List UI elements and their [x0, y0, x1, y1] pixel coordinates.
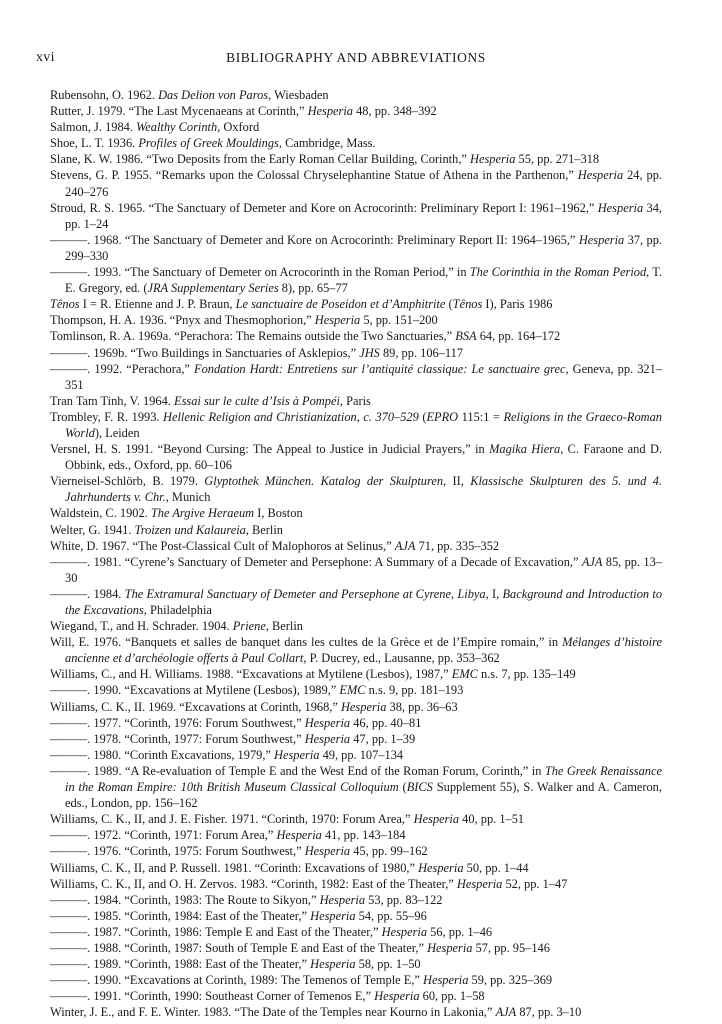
italic-title-text: Hesperia [381, 924, 428, 939]
italic-title-text: The Extramural Sanctuary of Demeter and Persephone at Cyrene, Libya [124, 586, 486, 601]
bibliography-entry [50, 200, 662, 232]
italic-title-text: Hesperia [304, 844, 351, 859]
italic-title-text: Le sanctuaire de Poseidon et d’Amphitrite [235, 297, 446, 312]
entry-text: ———. 1972. “Corinth, 1971: Forum Area,” [50, 828, 277, 843]
italic-title-text: Hesperia [276, 828, 322, 843]
entry-text: Will, E. 1976. “Banquets et salles de banquet dans les cultes de la Grèce et de l’Empire romain,” in [50, 635, 563, 650]
entry-text: 64, pp. 164–172 [476, 329, 561, 344]
entry-text: 40, pp. 1–51 [459, 812, 525, 827]
bibliography-entry [50, 522, 662, 538]
bibliography-entry [50, 988, 662, 1004]
bibliography-entry [50, 731, 662, 747]
entry-text: Thompson, H. A. 1936. “Pnyx and Thesmophorion,” [50, 313, 315, 328]
italic-title-text: Hesperia [597, 200, 644, 215]
italic-title-text: Hesperia [578, 232, 625, 247]
italic-title-text: Hesperia [274, 747, 320, 762]
entry-text: 59, pp. 325–369 [468, 973, 553, 988]
entry-text: 56, pp. 1–46 [427, 924, 493, 939]
entry-text: Williams, C. K., II, and P. Russell. 1981. “Corinth: Excavations of 1980,” [50, 860, 419, 875]
entry-text: , Oxford [217, 120, 260, 135]
bibliography-entry [50, 505, 662, 521]
entry-text: 57, pp. 95–146 [472, 940, 550, 955]
entry-text: Winter, J. E., and F. E. Winter. 1983. “The Date of the Temples near Kourno in Lakonia,” [50, 1005, 496, 1020]
italic-title-text: BSA [455, 329, 477, 344]
entry-text: ———. 1968. “The Sanctuary of Demeter and Kore on Acrocorinth: Preliminary Report II: 1964–1965,” [50, 232, 579, 247]
italic-title-text: BICS [406, 780, 433, 795]
italic-title-text: JRA Supplementary Series [147, 281, 279, 296]
italic-title-text: EPRO [426, 409, 459, 424]
italic-title-text: Das Delion von Paros [158, 88, 269, 102]
entry-text: 34, pp. 1–24 [65, 200, 662, 231]
entry-text: Stroud, R. S. 1965. “The Sanctuary of Demeter and Kore on Acrocorinth: Preliminary Report I: 1961–1962,” [50, 200, 598, 215]
bibliography-entry [50, 843, 662, 859]
entry-text: ( [445, 297, 453, 312]
bibliography-entry [50, 972, 662, 988]
entry-text: ), Leiden [94, 425, 140, 440]
entry-text: , T. E. Gregory, ed. ( [65, 265, 662, 296]
entry-text: Williams, C. K., II. 1969. “Excavations at Corinth, 1968,” [50, 699, 341, 714]
italic-title-text: Hesperia [319, 892, 366, 907]
bibliography-entry [50, 699, 662, 715]
entry-text: n.s. 7, pp. 135–149 [477, 667, 576, 682]
bibliography-entry [50, 328, 662, 344]
entry-text: , II, [443, 474, 471, 489]
italic-title-text: Profiles of Greek Mouldings [138, 136, 279, 151]
italic-title-text: Hesperia [427, 940, 473, 955]
italic-title-text: Hellenic Religion and Christianization, c. 370–529 [163, 409, 419, 424]
italic-title-text: Hesperia [423, 973, 469, 988]
entry-text: 37, pp. 299–330 [65, 232, 663, 263]
bibliography-entry [50, 908, 662, 924]
entry-text: ———. 1977. “Corinth, 1976: Forum Southwest,” [50, 715, 305, 730]
entry-text: I, Boston [254, 506, 303, 521]
entry-text: 47, pp. 1–39 [350, 731, 416, 746]
entry-text: ———. 1992. “Perachora,” [50, 361, 194, 376]
bibliography-entry [50, 811, 662, 827]
entry-text: ———. 1985. “Corinth, 1984: East of the Theater,” [50, 908, 311, 923]
entry-text: ———. 1984. “Corinth, 1983: The Route to Sikyon,” [50, 892, 320, 907]
entry-text: , Berlin [245, 522, 283, 537]
entry-text: I), Paris 1986 [482, 297, 553, 312]
entry-text: Vierneisel-Schlörb, B. 1979. [50, 474, 205, 489]
entry-text: , Wiesbaden [268, 88, 329, 102]
bibliography-entry [50, 232, 662, 264]
entry-text: ———. 1990. “Excavations at Corinth, 1989: The Temenos of Temple E,” [50, 973, 424, 988]
bibliography-entry [50, 135, 662, 151]
entry-text: Williams, C., and H. Williams. 1988. “Excavations at Mytilene (Lesbos), 1987,” [50, 667, 452, 682]
running-header [36, 50, 662, 70]
bibliography-list [50, 87, 662, 1020]
entry-text: 41, pp. 143–184 [321, 828, 406, 843]
entry-text: 38, pp. 36–63 [386, 699, 458, 714]
bibliography-entry [50, 715, 662, 731]
entry-text: ———. 1981. “Cyrene’s Sanctuary of Demeter and Persephone: A Summary of a Decade of Excavation,” [50, 554, 582, 569]
bibliography-entry [50, 151, 662, 167]
italic-title-text: Hesperia [470, 152, 516, 167]
bibliography-entry [50, 618, 662, 634]
italic-title-text: The Corinthia in the Roman Period [469, 265, 647, 280]
italic-title-text: Hesperia [413, 812, 460, 827]
bibliography-entry [50, 296, 662, 312]
entry-text: Welter, G. 1941. [50, 522, 135, 537]
entry-text: Trombley, F. R. 1993. [50, 409, 164, 424]
entry-text: , P. Ducrey, ed., Lausanne, pp. 353–362 [303, 651, 500, 666]
italic-title-text: AJA [495, 1005, 517, 1020]
entry-text: ———. 1978. “Corinth, 1977: Forum Southwest,” [50, 731, 305, 746]
bibliography-entry [50, 763, 662, 811]
entry-text: 50, pp. 1–44 [463, 860, 529, 875]
entry-text: Rubensohn, O. 1962. [50, 88, 159, 102]
entry-text: Supplement 55), S. Walker and A. Cameron, eds., London, pp. 156–162 [65, 780, 662, 811]
bibliography-entry [50, 345, 662, 361]
entry-text: 55, pp. 271–318 [515, 152, 600, 167]
bibliography-entry [50, 361, 662, 393]
entry-text: , Berlin [265, 619, 303, 634]
entry-text: White, D. 1967. “The Post-Classical Cult of Malophoros at Selinus,” [50, 538, 395, 553]
entry-text: Salmon, J. 1984. [50, 120, 137, 135]
entry-text: ———. 1990. “Excavations at Mytilene (Lesbos), 1989,” [50, 683, 340, 698]
italic-title-text: Hesperia [310, 908, 356, 923]
italic-title-text: Klassische Skulpturen des 5. und 4. Jahrhunderts v. Chr. [65, 474, 662, 505]
entry-text: 46, pp. 40–81 [350, 715, 422, 730]
entry-text: , I, [485, 586, 503, 601]
entry-text: Rutter, J. 1979. “The Last Mycenaeans at Corinth,” [50, 104, 308, 119]
italic-title-text: EMC [451, 667, 478, 682]
entry-text: , Philadelphia [143, 603, 212, 617]
italic-title-text: AJA [581, 554, 603, 569]
entry-text: 54, pp. 55–96 [355, 908, 427, 923]
page-number: xvi [36, 50, 55, 65]
entry-text: ———. 1969b. “Two Buildings in Sanctuaries of Asklepios,” [50, 345, 360, 360]
entry-text: Shoe, L. T. 1936. [50, 136, 139, 151]
bibliography-entry [50, 940, 662, 956]
entry-text: Wiegand, T., and H. Schrader. 1904. [50, 619, 233, 634]
italic-title-text: Hesperia [314, 313, 361, 328]
entry-text: 24, pp. 240–276 [65, 168, 662, 199]
italic-title-text: Fondation Hardt: Entretiens sur l’antiquité classique: Le sanctuaire grec [194, 361, 566, 376]
bibliography-entry [50, 1004, 662, 1020]
entry-text: ———. 1984. [50, 586, 125, 601]
entry-text: ( [398, 780, 407, 795]
italic-title-text: Hesperia [374, 989, 420, 1004]
entry-text: , Munich [165, 490, 211, 505]
italic-title-text: Magika Hiera [489, 442, 561, 457]
entry-text: 49, pp. 107–134 [319, 747, 404, 762]
entry-text: Williams, C. K., II, and J. E. Fisher. 1971. “Corinth, 1970: Forum Area,” [50, 812, 414, 827]
entry-text: ———. 1991. “Corinth, 1990: Southeast Corner of Temenos E,” [50, 989, 375, 1004]
italic-title-text: Hesperia [418, 860, 464, 875]
italic-title-text: Mélanges d’histoire ancienne et d’archéologie offerts à Paul Collart [65, 635, 662, 666]
bibliography-entry [50, 119, 662, 135]
bibliography-entry [50, 264, 662, 296]
entry-text: Slane, K. W. 1986. “Two Deposits from the Early Roman Cellar Building, Corinth,” [50, 152, 471, 167]
entry-text: , C. Faraone and D. Obbink, eds., Oxford, pp. 60–106 [65, 442, 662, 473]
bibliography-entry [50, 747, 662, 763]
entry-text: 71, pp. 335–352 [415, 538, 500, 553]
entry-text: ———. 1980. “Corinth Excavations, 1979,” [50, 747, 275, 762]
entry-text: 8), pp. 65–77 [278, 281, 348, 296]
italic-title-text: Hesperia [340, 699, 387, 714]
italic-title-text: JHS [359, 345, 380, 360]
bibliography-entry [50, 860, 662, 876]
entry-text: ———. 1988. “Corinth, 1987: South of Temple E and East of the Theater,” [50, 940, 428, 955]
italic-title-text: Hesperia [307, 104, 354, 119]
entry-text: 115:1 = [458, 409, 504, 424]
bibliography-entry [50, 666, 662, 682]
bibliography-entry [50, 827, 662, 843]
bibliography-entry [50, 682, 662, 698]
entry-text: 48, pp. 348–392 [353, 104, 437, 119]
entry-text: Williams, C. K., II, and O. H. Zervos. 1983. “Corinth, 1982: East of the Theater,” [50, 876, 457, 891]
bibliography-entry [50, 876, 662, 892]
bibliography-entry [50, 393, 662, 409]
italic-title-text: AJA [394, 538, 416, 553]
entry-text: ———. 1976. “Corinth, 1975: Forum Southwest,” [50, 844, 305, 859]
italic-title-text: Essai sur le culte d’Isis à Pompéi [174, 393, 340, 408]
entry-text: Tran Tam Tinh, V. 1964. [50, 393, 175, 408]
bibliography-entry [50, 586, 662, 618]
entry-text: ———. 1993. “The Sanctuary of Demeter on Acrocorinth in the Roman Period,” in [50, 265, 470, 280]
entry-text: Tomlinson, R. A. 1969a. “Perachora: The Remains outside the Two Sanctuaries,” [50, 329, 456, 344]
entry-text: Stevens, G. P. 1955. “Remarks upon the Colossal Chryselephantine Statue of Athena in the Parthenon,” [50, 168, 578, 183]
entry-text: ———. 1989. “A Re-evaluation of Temple E and the West End of the Roman Forum, Corinth,” in [50, 763, 545, 778]
italic-title-text: Tênos [452, 297, 483, 312]
entry-text: ———. 1989. “Corinth, 1988: East of the Theater,” [50, 957, 311, 972]
italic-title-text: Religions in the Graeco-Roman World [65, 409, 662, 440]
entry-text: 53, pp. 83–122 [365, 892, 443, 907]
entry-text: 58, pp. 1–50 [355, 957, 421, 972]
entry-text: ———. 1987. “Corinth, 1986: Temple E and East of the Theater,” [50, 924, 382, 939]
italic-title-text: EMC [339, 683, 366, 698]
italic-title-text: Glyptothek München. Katalog der Skulpturen [204, 474, 444, 489]
bibliography-entry [50, 312, 662, 328]
entry-text: Versnel, H. S. 1991. “Beyond Cursing: The Appeal to Justice in Judicial Prayers,” in [50, 442, 490, 457]
italic-title-text: Hesperia [456, 876, 503, 891]
bibliography-entry [50, 473, 662, 505]
bibliography-entry [50, 103, 662, 119]
entry-text: , Paris [339, 393, 371, 408]
entry-text: , Cambridge, Mass. [278, 136, 376, 151]
entry-text: 60, pp. 1–58 [419, 989, 485, 1004]
entry-text: 45, pp. 99–162 [350, 844, 428, 859]
italic-title-text: Wealthy Corinth [136, 120, 218, 135]
bibliography-entry [50, 409, 662, 441]
entry-text: I = R. Etienne and J. P. Braun, [79, 297, 236, 312]
italic-title-text: Hesperia [304, 715, 351, 730]
italic-title-text: Hesperia [304, 731, 351, 746]
bibliography-entry [50, 924, 662, 940]
bibliography-entry [50, 538, 662, 554]
bibliography-entry [50, 554, 662, 586]
bibliography-entry [50, 167, 662, 199]
italic-title-text: Hesperia [310, 957, 356, 972]
italic-title-text: The Greek Renaissance in the Roman Empire: 10th British Museum Classical Colloquium [65, 763, 663, 795]
entry-text: ( [418, 409, 427, 424]
entry-text: 5, pp. 151–200 [360, 313, 438, 328]
document-page [36, 50, 663, 1020]
entry-text: 85, pp. 13–30 [65, 554, 662, 585]
page-title: BIBLIOGRAPHY AND ABBREVIATIONS [226, 50, 486, 65]
italic-title-text: Tênos [50, 297, 80, 312]
italic-title-text: Background and Introduction to the Excavations [65, 586, 663, 617]
bibliography-entry [50, 87, 662, 103]
italic-title-text: The Argive Heraeum [150, 506, 255, 521]
entry-text: n.s. 9, pp. 181–193 [365, 683, 464, 698]
entry-text: 87, pp. 3–10 [516, 1005, 582, 1020]
entry-text: Waldstein, C. 1902. [50, 506, 151, 521]
bibliography-entry [50, 634, 662, 666]
italic-title-text: Troizen und Kalaureia [134, 522, 246, 537]
bibliography-entry [50, 441, 662, 473]
bibliography-entry [50, 956, 662, 972]
italic-title-text: Hesperia [577, 168, 624, 183]
entry-text: 52, pp. 1–47 [502, 876, 568, 891]
bibliography-entry [50, 892, 662, 908]
italic-title-text: Priene [232, 619, 266, 634]
entry-text: , Geneva, pp. 321–351 [65, 361, 662, 392]
entry-text: 89, pp. 106–117 [379, 345, 464, 360]
